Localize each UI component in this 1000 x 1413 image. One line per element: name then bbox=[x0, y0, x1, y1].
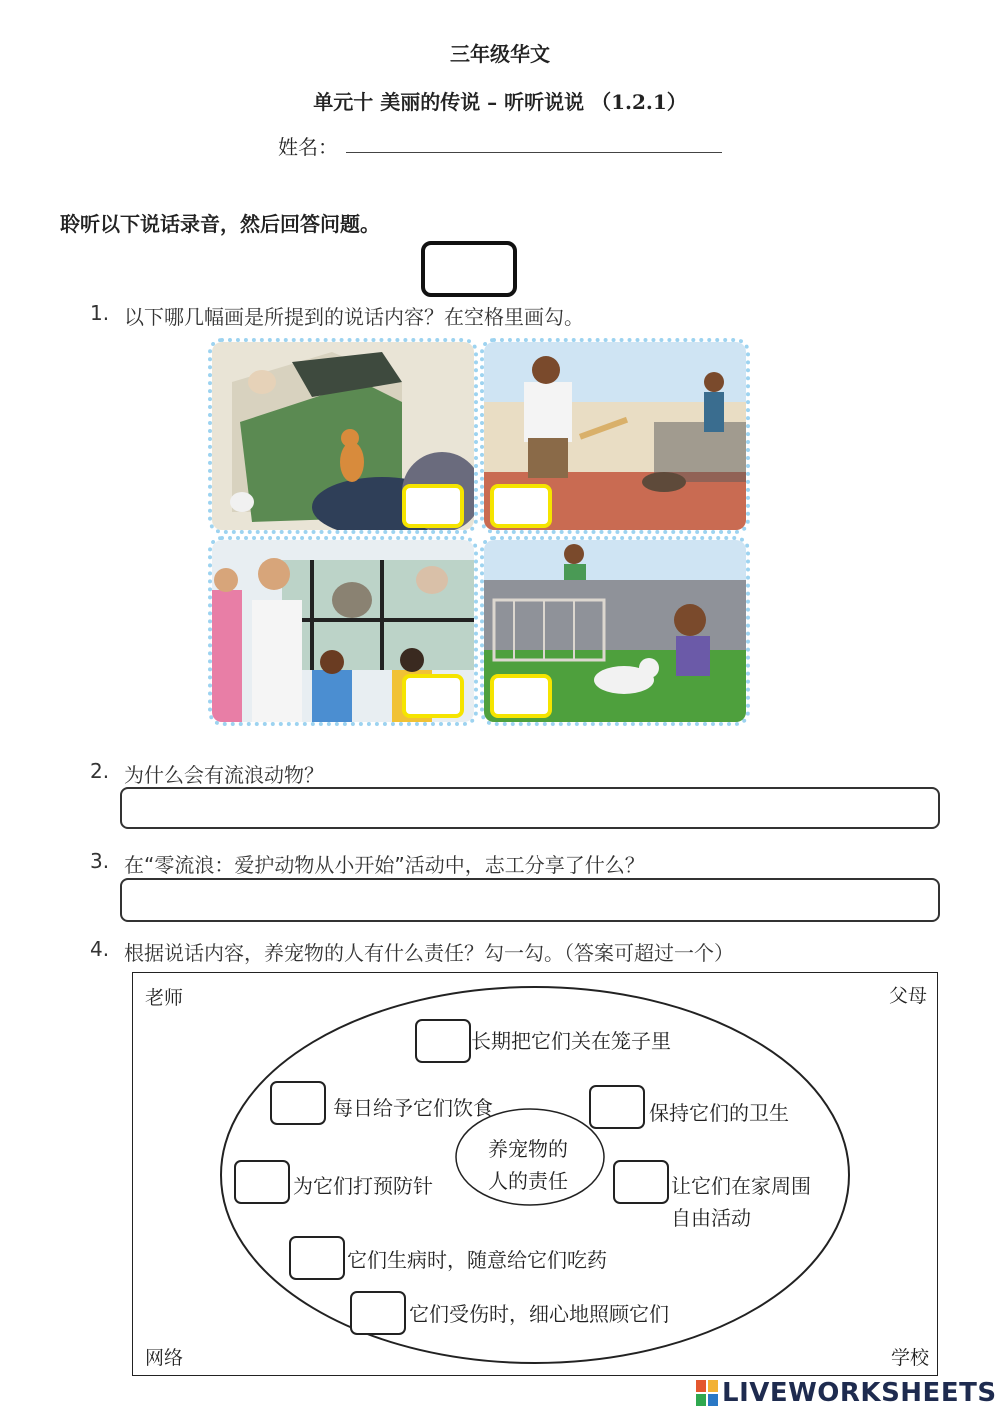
liveworksheets-logo bbox=[696, 1378, 997, 1410]
picture-pet-shop bbox=[208, 536, 478, 726]
logo-mark-icon bbox=[696, 1380, 720, 1408]
option-label-4: 为它们打预防针 bbox=[293, 1174, 433, 1198]
picture-chasing-dog bbox=[480, 338, 750, 534]
option-checkbox-5[interactable] bbox=[613, 1160, 669, 1204]
option-checkbox-7[interactable] bbox=[350, 1291, 406, 1335]
option-label-5: 让它们在家周围 bbox=[671, 1174, 811, 1198]
q3-text: 在“零流浪：爱护动物从小开始”活动中，志工分享了什么？ bbox=[124, 853, 645, 877]
checkbox-picture-4[interactable] bbox=[490, 674, 552, 718]
center-label-line2: 人的责任 bbox=[488, 1169, 568, 1193]
q3-answer-input[interactable] bbox=[120, 878, 940, 922]
checkbox-picture-2[interactable] bbox=[490, 484, 552, 528]
corner-label-school: 学校 bbox=[890, 1347, 929, 1369]
corner-label-teacher: 老师 bbox=[145, 987, 184, 1009]
q4-number: 4. bbox=[90, 937, 110, 961]
responsibility-diagram bbox=[132, 972, 938, 1376]
center-label-line1: 养宠物的 bbox=[488, 1137, 568, 1161]
option-label-6: 它们生病时，随意给它们吃药 bbox=[347, 1248, 607, 1272]
checkbox-picture-3[interactable] bbox=[402, 674, 464, 718]
q2-text: 为什么会有流浪动物？ bbox=[124, 763, 324, 787]
corner-label-internet: 网络 bbox=[145, 1347, 184, 1369]
option-label-1: 长期把它们关在笼子里 bbox=[471, 1029, 671, 1053]
logo-suffix: WORKSHEETS bbox=[788, 1378, 997, 1408]
option-label-7: 它们受伤时，细心地照顾它们 bbox=[409, 1302, 669, 1326]
option-checkbox-2[interactable] bbox=[270, 1081, 326, 1125]
option-label-3: 保持它们的卫生 bbox=[649, 1101, 789, 1125]
logo-prefix: LIVE bbox=[722, 1378, 789, 1408]
q1-number: 1. bbox=[90, 301, 110, 325]
option-checkbox-6[interactable] bbox=[289, 1236, 345, 1280]
q3-number: 3. bbox=[90, 849, 110, 873]
q4-text: 根据说话内容，养宠物的人有什么责任？勾一勾。（答案可超过一个） bbox=[124, 941, 734, 965]
q1-text: 以下哪几幅画是所提到的说话内容？在空格里画勾。 bbox=[124, 305, 584, 329]
worksheet-unit-title: 单元十 美丽的传说 – 听听说说 （1.2.1） bbox=[313, 90, 687, 114]
worksheet-grade-title: 三年级华文 bbox=[450, 42, 550, 66]
option-checkbox-4[interactable] bbox=[234, 1160, 290, 1204]
option-label-5-line2: 自由活动 bbox=[671, 1206, 751, 1230]
name-input-line[interactable] bbox=[346, 152, 722, 153]
name-label: 姓名： bbox=[278, 135, 338, 159]
corner-label-parents: 父母 bbox=[888, 985, 927, 1007]
option-label-2: 每日给予它们饮食 bbox=[333, 1096, 493, 1120]
instruction-text: 聆听以下说话录音，然后回答问题。 bbox=[60, 212, 380, 236]
logo-text bbox=[722, 1378, 997, 1408]
q2-number: 2. bbox=[90, 759, 110, 783]
option-checkbox-1[interactable] bbox=[415, 1019, 471, 1063]
option-checkbox-3[interactable] bbox=[589, 1085, 645, 1129]
picture-boy-and-dog bbox=[480, 536, 750, 726]
q2-answer-input[interactable] bbox=[120, 787, 940, 829]
audio-player-box[interactable] bbox=[421, 241, 517, 297]
picture-stray-cats bbox=[208, 338, 478, 534]
checkbox-picture-1[interactable] bbox=[402, 484, 464, 528]
